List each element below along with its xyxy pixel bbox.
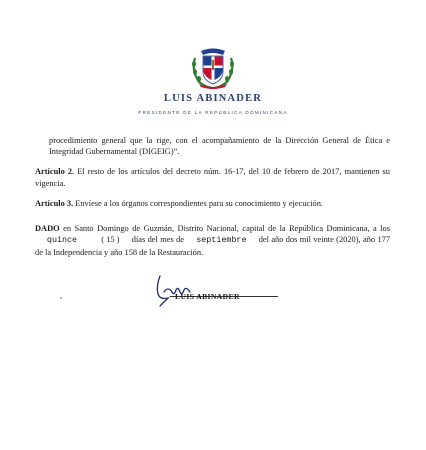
article-2-label: Artículo 2. <box>35 167 75 177</box>
day-word: quince <box>46 235 78 246</box>
article-3-text: Envíese a los órganos correspondientes para su conocimiento y ejecución. <box>73 198 324 208</box>
month-word: septiembre <box>196 235 247 246</box>
day-number: ( 15 ) <box>101 235 120 245</box>
paragraph-article-2 <box>35 166 390 189</box>
signatory-name: LUIS ABINADER <box>175 292 240 301</box>
dado-text-3: del año dos mil veinte (2020), año 177 de la Independencia y año 158 de la Restauración. <box>35 235 391 257</box>
dado-text-2: días del mes de <box>131 235 184 245</box>
letterhead-subtitle: PRESIDENTE DE LA REPÚBLICA DOMINICANA <box>138 110 288 115</box>
handwritten-signature-icon <box>150 272 230 310</box>
letterhead-name: LUIS ABINADER <box>163 93 263 104</box>
paragraph-article-3 <box>35 198 390 209</box>
signature-block <box>150 272 280 312</box>
article-3-label: Artículo 3. <box>35 198 74 208</box>
letterhead <box>0 44 426 115</box>
dado-label: DADO <box>35 224 60 234</box>
paragraph-continuation: procedimiento general que la rige, con el acompañamiento de la Dirección General de Ética e Integridad Gubernamental (DIGEIG)”. <box>49 136 390 157</box>
coat-of-arms-icon <box>187 44 239 90</box>
article-2-text: El resto de los artículos del decreto núm. 16-17, del 10 de febrero de 2017, mantienen su vigencia. <box>35 167 390 188</box>
paragraph-dado <box>35 223 390 258</box>
page-speck <box>60 297 62 299</box>
dado-text-1: en Santo Domingo de Guzmán, Distrito Nacional, capital de la República Dominicana, a los <box>59 224 390 234</box>
document-body <box>35 135 390 267</box>
